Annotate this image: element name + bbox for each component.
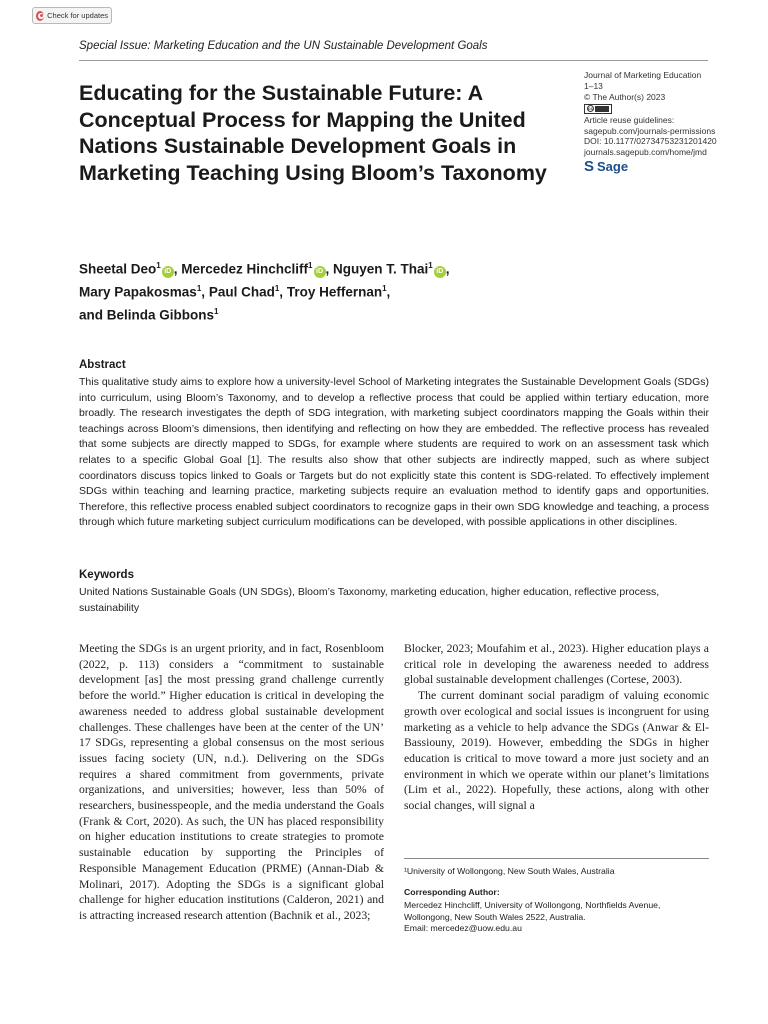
check-for-updates-button[interactable] [32, 7, 112, 24]
orcid-icon[interactable]: iD [162, 266, 174, 278]
journal-home-link[interactable]: journals.sagepub.com/home/jmd [584, 147, 707, 158]
page-range: 1–13 [584, 80, 603, 91]
check-for-updates-label: Check for updates [47, 11, 108, 20]
cc-logo: cc [588, 106, 594, 112]
author-name: Sheetal Deo [79, 261, 157, 277]
corresponding-author-address: Wollongong, New South Wales 2522, Australia. [404, 911, 586, 922]
header-divider [79, 60, 708, 61]
author-name: Troy Heffernan [286, 284, 383, 300]
corresponding-author-details [404, 900, 709, 935]
corresponding-author-email[interactable]: Email: mercedez@uow.edu.au [404, 923, 522, 933]
abstract-heading: Abstract [79, 359, 126, 371]
corresponding-author-heading: Corresponding Author: [404, 887, 500, 897]
author-name: Mary Papakosmas [79, 284, 197, 300]
abstract-text: This qualitative study aims to explore how a university-level School of Marketing integrates the Sustainable Development Goals (SDGs) into curriculum, using Bloom’s Taxonomy, and to develop a reflective process that could be applied within tertiary education, more broadly. The research investigates the depth of SDG integration, with marketing subject coordinators mapping the Goals within their teachings across Bloom’s dimensions, then identifying and reflecting on how they are embedded. The reflective process has revealed that some subjects are directly mapped to SDGs, for example where students are required to work on an assessment task which relates to a specific Global Goal [1]. The results also show that other subjects are indirectly mapped, such as where subject coordinators discuss topics linked to Goals or Targets but do not explicitly state this content is SDG-related. To effectively implement SDGs within teaching and learning practice, marketing subjects require an evaluation method to identify gaps and opportunities. Therefore, this reflective process enabled subject coordinators to recognize gaps in their own SDG knowledge and teaching, a process through which future marketing subject curriculum modifications can be developed, with possible applications in other disciplines. [79, 376, 709, 529]
update-check-icon [36, 11, 44, 21]
author-name: Paul Chad [208, 284, 275, 300]
sage-s-icon: S [584, 158, 595, 176]
author-name: Belinda Gibbons [106, 307, 215, 323]
corresponding-author-name: Mercedez Hinchcliff, University of Wollongong, Northfields Avenue, [404, 900, 661, 910]
cc-license-bar [595, 106, 609, 112]
body-column-left [79, 641, 384, 924]
keywords-text: United Nations Sustainable Goals (UN SDGs), Bloom’s Taxonomy, marketing education, higher education, reflective process, sustainability [79, 586, 660, 614]
orcid-icon[interactable]: iD [314, 266, 326, 278]
body-column-right [404, 641, 709, 814]
author-conjunction: and [79, 307, 104, 323]
special-issue-header: Special Issue: Marketing Education and the UN Sustainable Development Goals [79, 40, 488, 52]
journal-meta [584, 70, 717, 176]
author-list: Sheetal Deo$^1$iD , Mercedez Hinchcliff$^1$iD , Nguyen T. Thai$^1$iD , Mary Papakosmas$^1$, Paul Chad$^1$, Troy Heffernan$^1$, and Belinda Gibbons$^1$ [79, 261, 450, 323]
doi-link[interactable]: DOI: 10.1177/02734753231201420 [584, 136, 717, 147]
copyright: © The Author(s) 2023 [584, 91, 666, 102]
creative-commons-icon[interactable] [584, 104, 612, 114]
author-name: Nguyen T. Thai [333, 261, 429, 277]
author-name: Mercedez Hinchcliff [181, 261, 309, 277]
affiliation-footnote: ¹University of Wollongong, New South Wales, Australia [404, 866, 615, 876]
body-paragraph: The current dominant social paradigm of valuing economic growth over ecological and social issues is incongruent for using marketing as a vehicle to help advance the SDGs (Anwar & El-Bassiouny, 2019). However, embedding the SDGs in higher education is critical to move toward a more just society and an environment in which we operate within our planet’s limitations (Lim et al., 2022). Hopefully, these actions, along with other social changes, will signal a [404, 689, 709, 813]
reuse-guidelines: Article reuse guidelines: [584, 114, 675, 125]
body-paragraph: Meeting the SDGs is an urgent priority, and in fact, Rosenbloom (2022, p. 113) considers a “commitment to sustainable development [as] the most pressing grand challenge currently before the world.” Higher education is critical in developing the awareness needed to address global sustainable development challenges. These challenges have been at the center of the UN’ 17 SDGs, representing a global consensus on the most serious issues facing society (UN, n.d.). Delivering on the SDGs requires a shared commitment from governments, private organizations, and universities; however, less than 50% of researchers, businesspeople, and the media understand the Goals (Frank & Cort, 2020). As such, the UN has placed responsibility on higher education institutions to create strategies to promote sustainable education by supporting the Principles of Responsible Management Education (PRME) (Annan-Diab & Molinari, 2017). Adopting the SDGs is a significant global challenge for higher education institutions (Calderon, 2021) and is attracting increased research attention (Bachnik et al., 2023; [79, 642, 384, 922]
sage-logo[interactable] [584, 158, 717, 176]
permissions-link[interactable]: sagepub.com/journals-permissions [584, 125, 716, 136]
footnote-divider [404, 858, 709, 859]
body-paragraph: Blocker, 2023; Moufahim et al., 2023). Higher education plays a critical role in developing the awareness needed to address global sustainable development challenges (Cortese, 2003). [404, 642, 709, 687]
article-title: Educating for the Sustainable Future: A Conceptual Process for Mapping the United Nations Sustainable Development Goals in Marketing Teaching Using Bloom’s Taxonomy [79, 81, 547, 185]
orcid-icon[interactable]: iD [434, 266, 446, 278]
journal-name: Journal of Marketing Education [584, 70, 702, 80]
sage-wordmark: Sage [597, 159, 629, 175]
keywords-heading: Keywords [79, 569, 134, 581]
